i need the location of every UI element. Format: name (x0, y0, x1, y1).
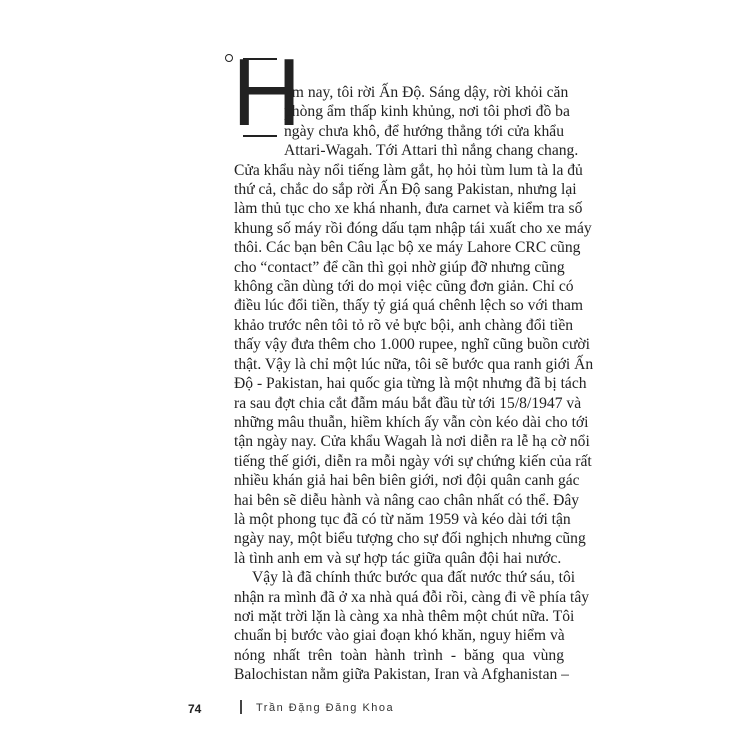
text-line: Balochistan nằm giữa Pakistan, Iran và Afghanistan – (234, 666, 569, 684)
text-line: Cửa khẩu này nổi tiếng làm gắt, họ hỏi tùm lum tà la đủ (234, 161, 583, 179)
body-text (234, 83, 594, 685)
text-line: làm thủ tục cho xe khá nhanh, đưa carnet và kiểm tra số (234, 200, 583, 218)
text-line: thứ cả, chắc do sắp rời Ấn Độ sang Pakistan, nhưng lại (234, 181, 577, 199)
text-line: điều lúc đổi tiền, thấy tỷ giá quá chênh lệch so với tham (234, 297, 584, 315)
text-line: Vậy là đã chính thức bước qua đất nước thứ sáu, tôi (252, 569, 576, 587)
text-line: nhận ra mình đã ở xa nhà quá đỗi rồi, càng đi về phía tây (234, 588, 590, 606)
drop-cap: H (232, 39, 302, 146)
text-line: ra sau đợt chia cắt đẫm máu bắt đầu từ tới 15/8/1947 và (234, 394, 582, 412)
text-line: ngày nay, một biểu tượng cho sự đối nghịch nhưng cũng (234, 530, 586, 548)
text-line: Attari-Wagah. Tới Attari thì nắng chang chang. (284, 142, 579, 160)
text-line: tiếng thế giới, diễn ra mỗi ngày với sự chứng kiến của rất (234, 452, 592, 470)
text-line: cho “contact” để cần thì gọi nhờ giúp đỡ nhưng cũng (234, 258, 565, 276)
text-line: những mâu thuẫn, hiềm khích ấy vẫn còn kéo dài cho tới (234, 413, 589, 431)
text-line: thôi. Các bạn bên Câu lạc bộ xe máy Lahore CRC cũng (234, 239, 581, 257)
text-line: ngày chưa khô, để hướng thẳng tới cửa khẩu (284, 122, 564, 140)
footer-divider (240, 700, 242, 714)
text-line: là tình anh em và sự hợp tác giữa quân đội hai nước. (234, 549, 562, 567)
text-line: là một phong tục đã có từ năm 1959 và kéo dài tới tận (234, 510, 571, 528)
text-line: tận ngày nay. Cửa khẩu Wagah là nơi diễn ra lễ hạ cờ nổi (234, 433, 590, 451)
text-line: nơi mặt trời lặn là càng xa nhà thêm một chút nữa. Tôi (234, 607, 575, 625)
text-line: nhiều khán giả hai bên biên giới, nơi đội quân canh gác (234, 472, 580, 490)
text-line: không cần dùng tới do mọi việc cũng đơn giản. Chỉ có (234, 278, 574, 296)
page-number: 74 (188, 702, 202, 716)
text-line: khung số máy rồi đóng dấu tạm nhập tái xuất cho xe máy (234, 219, 592, 237)
text-line: thật. Vậy là chỉ một lúc nữa, tôi sẽ bước qua ranh giới Ấn (234, 355, 594, 373)
text-line: khảo trước nên tôi tỏ rõ vẻ bực bội, anh chàng đổi tiền (234, 316, 574, 334)
text-line: thấy vậy đưa thêm cho 1.000 rupee, nghĩ cũng buồn cười (234, 336, 590, 354)
text-line: phòng ẩm thấp kinh khủng, nơi tôi phơi đồ ba (284, 103, 570, 121)
text-line: nóng nhất trên toàn hành trình - băng qua vùng (234, 646, 564, 664)
text-line: hai bên sẽ diễu hành và nâng cao chân nhất có thể. Đây (234, 491, 580, 509)
running-footer-author: Trần Đặng Đăng Khoa (256, 702, 395, 714)
text-line: chuẩn bị bước vào giai đoạn khó khăn, nguy hiểm và (234, 627, 565, 645)
text-line: Độ - Pakistan, hai quốc gia từng là một nhưng đã bị tách (234, 375, 587, 393)
text-line: ôm nay, tôi rời Ấn Độ. Sáng dậy, rời khỏi căn (284, 84, 569, 101)
